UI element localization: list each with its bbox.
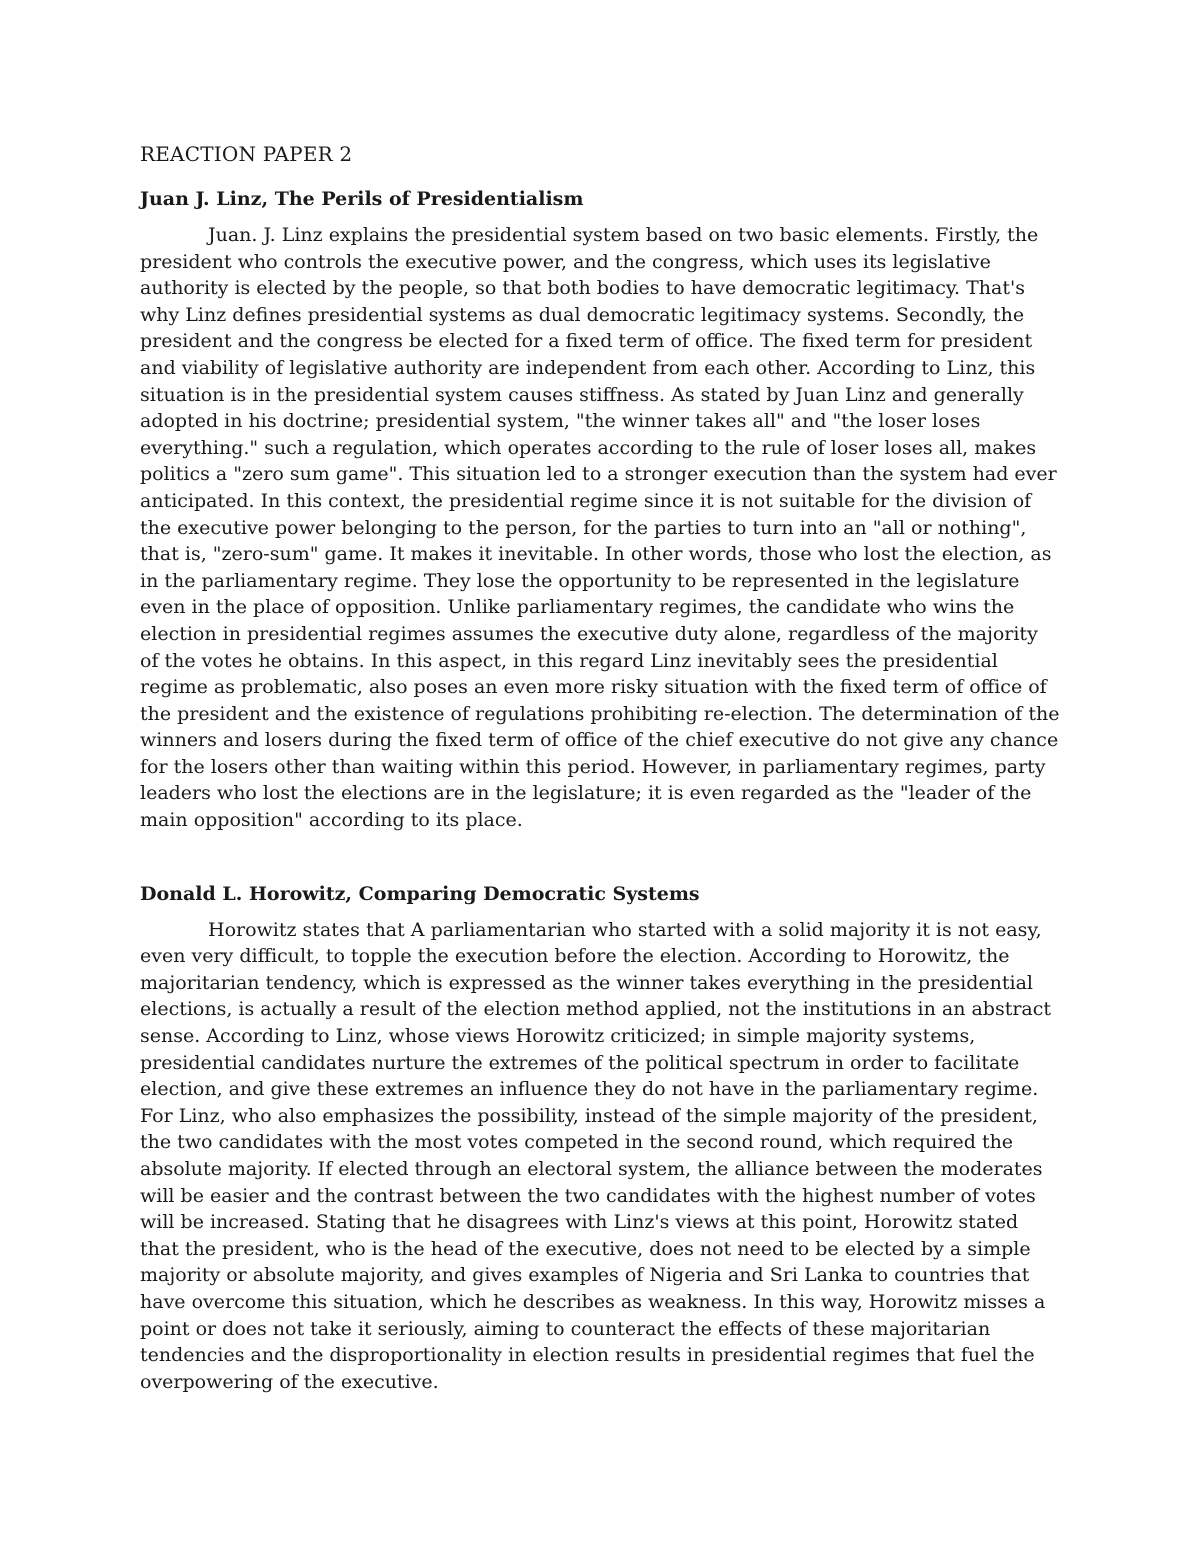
document-page <box>140 140 1060 1395</box>
section-horowitz <box>140 880 1060 1396</box>
section-spacer <box>140 834 1060 880</box>
section-body-horowitz: Horowitz states that A parliamentarian who started with a solid majority it is not easy, even very difficult, to topple the execution before the election. According to Horowitz, the majoritarian tendency, which is expressed as the winner takes everything in the presidential elections, is actually a result of the election method applied, not the institutions in an abstract sense. According to Linz, whose views Horowitz criticized; in simple majority systems, presidential candidates nurture the extremes of the political spectrum in order to facilitate election, and give these extremes an influence they do not have in the parliamentary regime. For Linz, who also emphasizes the possibility, instead of the simple majority of the president, the two candidates with the most votes competed in the second round, which required the absolute majority. If elected through an electoral system, the alliance between the moderates will be easier and the contrast between the two candidates with the highest number of votes will be increased. Stating that he disagrees with Linz's views at this point, Horowitz stated that the president, who is the head of the executive, does not need to be elected by a simple majority or absolute majority, and gives examples of Nigeria and Sri Lanka to countries that have overcome this situation, which he describes as weakness. In this way, Horowitz misses a point or does not take it seriously, aiming to counteract the effects of these majoritarian tendencies and the disproportionality in election results in presidential regimes that fuel the overpowering of the executive. <box>140 918 1052 1393</box>
document-title: REACTION PAPER 2 <box>140 142 353 166</box>
section-heading-linz: Juan J. Linz, The Perils of Presidentialism <box>140 188 584 210</box>
section-linz <box>140 185 1060 834</box>
section-heading-horowitz: Donald L. Horowitz, Comparing Democratic Systems <box>140 882 700 905</box>
section-body-linz: Juan. J. Linz explains the presidential system based on two basic elements. Firstly, the president who controls the executive power, and the congress, which uses its legislative authority is elected by the people, so that both bodies to have democratic legitimacy. That's why Linz defines presidential systems as dual democratic legitimacy systems. Secondly, the president and the congress be elected for a fixed term of office. The fixed term for president and viability of legislative authority are independent from each other. According to Linz, this situation is in the presidential system causes stiffness. As stated by Juan Linz and generally adopted in his doctrine; presidential system, "the winner takes all" and "the loser loses everything." such a regulation, which operates according to the rule of loser loses all, makes politics a "zero sum game". This situation led to a stronger execution than the system had ever anticipated. In this context, the presidential regime since it is not suitable for the division of the executive power belonging to the person, for the parties to turn into an "all or nothing", that is, "zero-sum" game. It makes it inevitable. In other words, those who lost the election, as in the parliamentary regime. They lose the opportunity to be represented in the legislature even in the place of opposition. Unlike parliamentary regimes, the candidate who wins the election in presidential regimes assumes the executive duty alone, regardless of the majority of the votes he obtains. In this aspect, in this regard Linz inevitably sees the presidential regime as problematic, also poses an even more risky situation with the fixed term of office of the president and the existence of regulations prohibiting re-election. The determination of the winners and losers during the fixed term of office of the chief executive do not give any chance for the losers other than waiting within this period. However, in parliamentary regimes, party leaders who lost the elections are in the legislature; it is even regarded as the "leader of the main opposition" according to its place. <box>140 224 1060 832</box>
